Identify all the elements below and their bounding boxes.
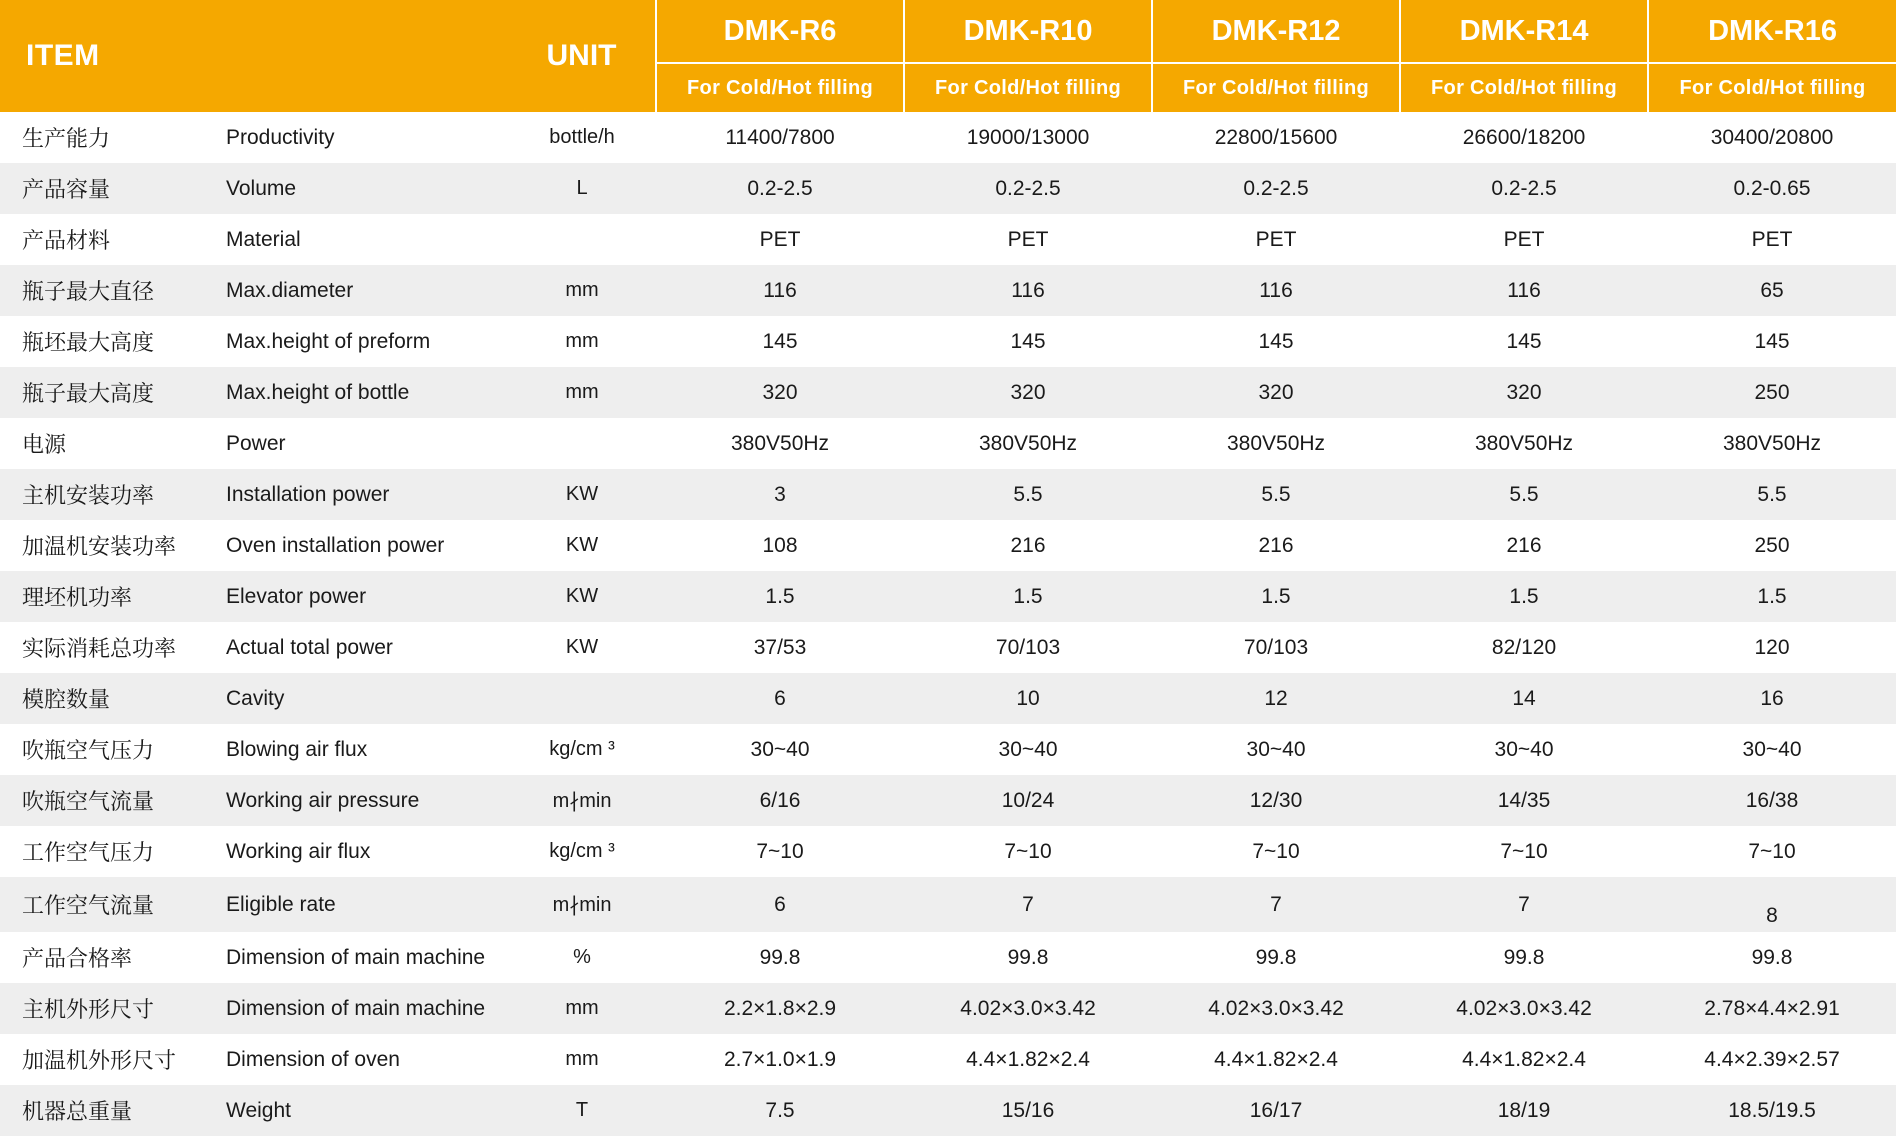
- item-name-cn: 产品材料: [0, 214, 208, 265]
- model-name-3: DMK-R14: [1401, 0, 1647, 64]
- cell-value: 1.5: [1648, 571, 1896, 622]
- item-name-cn: 加温机外形尺寸: [0, 1034, 208, 1085]
- cell-value: 380V50Hz: [656, 418, 904, 469]
- cell-value: 145: [1648, 316, 1896, 367]
- item-name-en: Blowing air flux: [208, 724, 508, 775]
- item-unit: kg/cm ³: [508, 724, 656, 775]
- model-sub-4: For Cold/Hot filling: [1679, 77, 1866, 99]
- item-name-cn: 加温机安装功率: [0, 520, 208, 571]
- item-unit: T: [508, 1085, 656, 1136]
- item-unit: m∤min: [508, 877, 656, 932]
- model-name-2: DMK-R12: [1153, 0, 1399, 64]
- cell-value: 380V50Hz: [1400, 418, 1648, 469]
- cell-value: PET: [904, 214, 1152, 265]
- item-unit: [508, 673, 656, 724]
- cell-value: 8: [1648, 877, 1896, 932]
- cell-value: 12/30: [1152, 775, 1400, 826]
- item-name-en: Eligible rate: [208, 877, 508, 932]
- model-name-1: DMK-R10: [905, 0, 1151, 64]
- cell-value: 5.5: [1400, 469, 1648, 520]
- table-row: [0, 316, 1896, 367]
- model-sub-2: For Cold/Hot filling: [1183, 77, 1369, 99]
- cell-value: 2.7×1.0×1.9: [656, 1034, 904, 1085]
- cell-value: 4.4×2.39×2.57: [1648, 1034, 1896, 1085]
- item-unit: m∤min: [508, 775, 656, 826]
- item-unit: L: [508, 163, 656, 214]
- cell-value: 30~40: [1152, 724, 1400, 775]
- item-name-cn: 实际消耗总功率: [0, 622, 208, 673]
- model-sub-1: For Cold/Hot filling: [935, 77, 1121, 99]
- cell-value: PET: [1400, 214, 1648, 265]
- cell-value: 7: [1400, 877, 1648, 932]
- cell-value: 4.02×3.0×3.42: [1400, 983, 1648, 1034]
- header-model-4: [1648, 0, 1896, 112]
- cell-value: 16: [1648, 673, 1896, 724]
- model-sub-3: For Cold/Hot filling: [1431, 77, 1617, 99]
- table-row: [0, 418, 1896, 469]
- table-header: [0, 0, 1896, 112]
- cell-value: 37/53: [656, 622, 904, 673]
- cell-value: 0.2-2.5: [1400, 163, 1648, 214]
- cell-value: 16/17: [1152, 1085, 1400, 1136]
- cell-value: 2.78×4.4×2.91: [1648, 983, 1896, 1034]
- cell-value: 4.4×1.82×2.4: [904, 1034, 1152, 1085]
- cell-value: 19000/13000: [904, 112, 1152, 163]
- cell-value: 16/38: [1648, 775, 1896, 826]
- table-row: [0, 571, 1896, 622]
- item-name-en: Power: [208, 418, 508, 469]
- cell-value: PET: [656, 214, 904, 265]
- cell-value: 250: [1648, 367, 1896, 418]
- table-row: [0, 826, 1896, 877]
- cell-value: 14: [1400, 673, 1648, 724]
- cell-value: 6/16: [656, 775, 904, 826]
- cell-value: 0.2-2.5: [1152, 163, 1400, 214]
- item-name-en: Installation power: [208, 469, 508, 520]
- cell-value: 99.8: [656, 932, 904, 983]
- table-row: [0, 622, 1896, 673]
- cell-value: 7: [1152, 877, 1400, 932]
- cell-value: 11400/7800: [656, 112, 904, 163]
- cell-value: 116: [1152, 265, 1400, 316]
- cell-value: 12: [1152, 673, 1400, 724]
- cell-value: 1.5: [904, 571, 1152, 622]
- table-row: [0, 1034, 1896, 1085]
- table-row: [0, 112, 1896, 163]
- item-name-en: Actual total power: [208, 622, 508, 673]
- cell-value: 2.2×1.8×2.9: [656, 983, 904, 1034]
- cell-value: 108: [656, 520, 904, 571]
- cell-value: 320: [1400, 367, 1648, 418]
- cell-value: 7~10: [1648, 826, 1896, 877]
- cell-value: 22800/15600: [1152, 112, 1400, 163]
- item-name-en: Dimension of oven: [208, 1034, 508, 1085]
- item-name-en: Dimension of main machine: [208, 932, 508, 983]
- cell-value: 1.5: [1152, 571, 1400, 622]
- cell-value: 250: [1648, 520, 1896, 571]
- item-unit: mm: [508, 316, 656, 367]
- item-name-en: Weight: [208, 1085, 508, 1136]
- cell-value: 10: [904, 673, 1152, 724]
- item-name-cn: 机器总重量: [0, 1085, 208, 1136]
- cell-value: 10/24: [904, 775, 1152, 826]
- cell-value: 216: [1152, 520, 1400, 571]
- table-row: [0, 265, 1896, 316]
- cell-value: 70/103: [904, 622, 1152, 673]
- item-unit: KW: [508, 622, 656, 673]
- cell-value: 216: [904, 520, 1152, 571]
- cell-value: 18.5/19.5: [1648, 1085, 1896, 1136]
- table-row: [0, 163, 1896, 214]
- cell-value: 65: [1648, 265, 1896, 316]
- item-name-en: Productivity: [208, 112, 508, 163]
- header-model-0: [656, 0, 904, 112]
- cell-value: 14/35: [1400, 775, 1648, 826]
- item-name-cn: 生产能力: [0, 112, 208, 163]
- item-unit: KW: [508, 469, 656, 520]
- item-name-en: Working air pressure: [208, 775, 508, 826]
- cell-value: 7.5: [656, 1085, 904, 1136]
- item-name-cn: 瓶子最大直径: [0, 265, 208, 316]
- item-name-cn: 工作空气压力: [0, 826, 208, 877]
- table-row: [0, 673, 1896, 724]
- cell-value: 18/19: [1400, 1085, 1648, 1136]
- cell-value: PET: [1648, 214, 1896, 265]
- header-model-3: [1400, 0, 1648, 112]
- header-item: ITEM: [0, 0, 508, 112]
- model-name-0: DMK-R6: [657, 0, 903, 64]
- item-name-en: Max.diameter: [208, 265, 508, 316]
- cell-value: 4.4×1.82×2.4: [1400, 1034, 1648, 1085]
- item-name-cn: 主机安装功率: [0, 469, 208, 520]
- item-name-cn: 吹瓶空气流量: [0, 775, 208, 826]
- item-name-cn: 理坯机功率: [0, 571, 208, 622]
- cell-value: 7~10: [904, 826, 1152, 877]
- cell-value: 6: [656, 673, 904, 724]
- cell-value: 0.2-2.5: [904, 163, 1152, 214]
- cell-value: 145: [904, 316, 1152, 367]
- cell-value: 7~10: [1400, 826, 1648, 877]
- item-name-cn: 工作空气流量: [0, 877, 208, 932]
- item-unit: KW: [508, 571, 656, 622]
- cell-value: 380V50Hz: [904, 418, 1152, 469]
- cell-value: 15/16: [904, 1085, 1152, 1136]
- cell-value: 5.5: [904, 469, 1152, 520]
- cell-value: 1.5: [1400, 571, 1648, 622]
- item-name-en: Max.height of preform: [208, 316, 508, 367]
- item-unit: bottle/h: [508, 112, 656, 163]
- cell-value: 6: [656, 877, 904, 932]
- cell-value: 7: [904, 877, 1152, 932]
- table-row: [0, 932, 1896, 983]
- cell-value: 4.4×1.82×2.4: [1152, 1034, 1400, 1085]
- cell-value: 30~40: [904, 724, 1152, 775]
- item-name-cn: 产品合格率: [0, 932, 208, 983]
- cell-value: 0.2-2.5: [656, 163, 904, 214]
- item-name-en: Cavity: [208, 673, 508, 724]
- cell-value: 99.8: [1648, 932, 1896, 983]
- cell-value: 30400/20800: [1648, 112, 1896, 163]
- model-name-4: DMK-R16: [1649, 0, 1896, 64]
- item-unit: mm: [508, 983, 656, 1034]
- cell-value: 320: [904, 367, 1152, 418]
- cell-value: 116: [1400, 265, 1648, 316]
- item-unit: KW: [508, 520, 656, 571]
- item-name-cn: 主机外形尺寸: [0, 983, 208, 1034]
- cell-value: 99.8: [1152, 932, 1400, 983]
- item-name-cn: 瓶子最大高度: [0, 367, 208, 418]
- item-name-en: Oven installation power: [208, 520, 508, 571]
- cell-value: 320: [656, 367, 904, 418]
- table-body: [0, 112, 1896, 1136]
- item-name-cn: 瓶坯最大高度: [0, 316, 208, 367]
- item-name-en: Volume: [208, 163, 508, 214]
- item-name-en: Max.height of bottle: [208, 367, 508, 418]
- cell-value: 7~10: [656, 826, 904, 877]
- cell-value: 380V50Hz: [1648, 418, 1896, 469]
- table-row: [0, 367, 1896, 418]
- cell-value: 99.8: [1400, 932, 1648, 983]
- cell-value: 26600/18200: [1400, 112, 1648, 163]
- cell-value: 1.5: [656, 571, 904, 622]
- item-unit: kg/cm ³: [508, 826, 656, 877]
- cell-value: 320: [1152, 367, 1400, 418]
- table-row: [0, 1085, 1896, 1136]
- item-name-cn: 电源: [0, 418, 208, 469]
- table-row: [0, 469, 1896, 520]
- cell-value: 216: [1400, 520, 1648, 571]
- cell-value: 4.02×3.0×3.42: [1152, 983, 1400, 1034]
- model-sub-0: For Cold/Hot filling: [687, 77, 873, 99]
- item-name-en: Material: [208, 214, 508, 265]
- cell-value: 82/120: [1400, 622, 1648, 673]
- cell-value: 4.02×3.0×3.42: [904, 983, 1152, 1034]
- table-row: [0, 983, 1896, 1034]
- cell-value: 116: [904, 265, 1152, 316]
- cell-value: 0.2-0.65: [1648, 163, 1896, 214]
- cell-value: 145: [1152, 316, 1400, 367]
- table-row: [0, 877, 1896, 932]
- table-row: [0, 724, 1896, 775]
- cell-value: 120: [1648, 622, 1896, 673]
- item-unit: mm: [508, 367, 656, 418]
- item-unit: %: [508, 932, 656, 983]
- item-name-en: Elevator power: [208, 571, 508, 622]
- cell-value: PET: [1152, 214, 1400, 265]
- cell-value: 30~40: [1400, 724, 1648, 775]
- cell-value: 7~10: [1152, 826, 1400, 877]
- item-name-en: Working air flux: [208, 826, 508, 877]
- cell-value: 145: [656, 316, 904, 367]
- cell-value: 116: [656, 265, 904, 316]
- cell-value: 145: [1400, 316, 1648, 367]
- header-unit: UNIT: [508, 0, 656, 112]
- item-name-cn: 产品容量: [0, 163, 208, 214]
- item-unit: [508, 214, 656, 265]
- cell-value: 70/103: [1152, 622, 1400, 673]
- cell-value: 3: [656, 469, 904, 520]
- cell-value: 99.8: [904, 932, 1152, 983]
- table-row: [0, 775, 1896, 826]
- item-name-en: Dimension of main machine: [208, 983, 508, 1034]
- header-model-2: [1152, 0, 1400, 112]
- cell-value: 5.5: [1648, 469, 1896, 520]
- cell-value: 5.5: [1152, 469, 1400, 520]
- header-row: [0, 0, 1896, 112]
- item-name-cn: 吹瓶空气压力: [0, 724, 208, 775]
- cell-value: 380V50Hz: [1152, 418, 1400, 469]
- header-model-1: [904, 0, 1152, 112]
- item-unit: mm: [508, 1034, 656, 1085]
- table-row: [0, 520, 1896, 571]
- item-name-cn: 模腔数量: [0, 673, 208, 724]
- table-row: [0, 214, 1896, 265]
- cell-value: 30~40: [656, 724, 904, 775]
- item-unit: [508, 418, 656, 469]
- item-unit: mm: [508, 265, 656, 316]
- cell-value: 30~40: [1648, 724, 1896, 775]
